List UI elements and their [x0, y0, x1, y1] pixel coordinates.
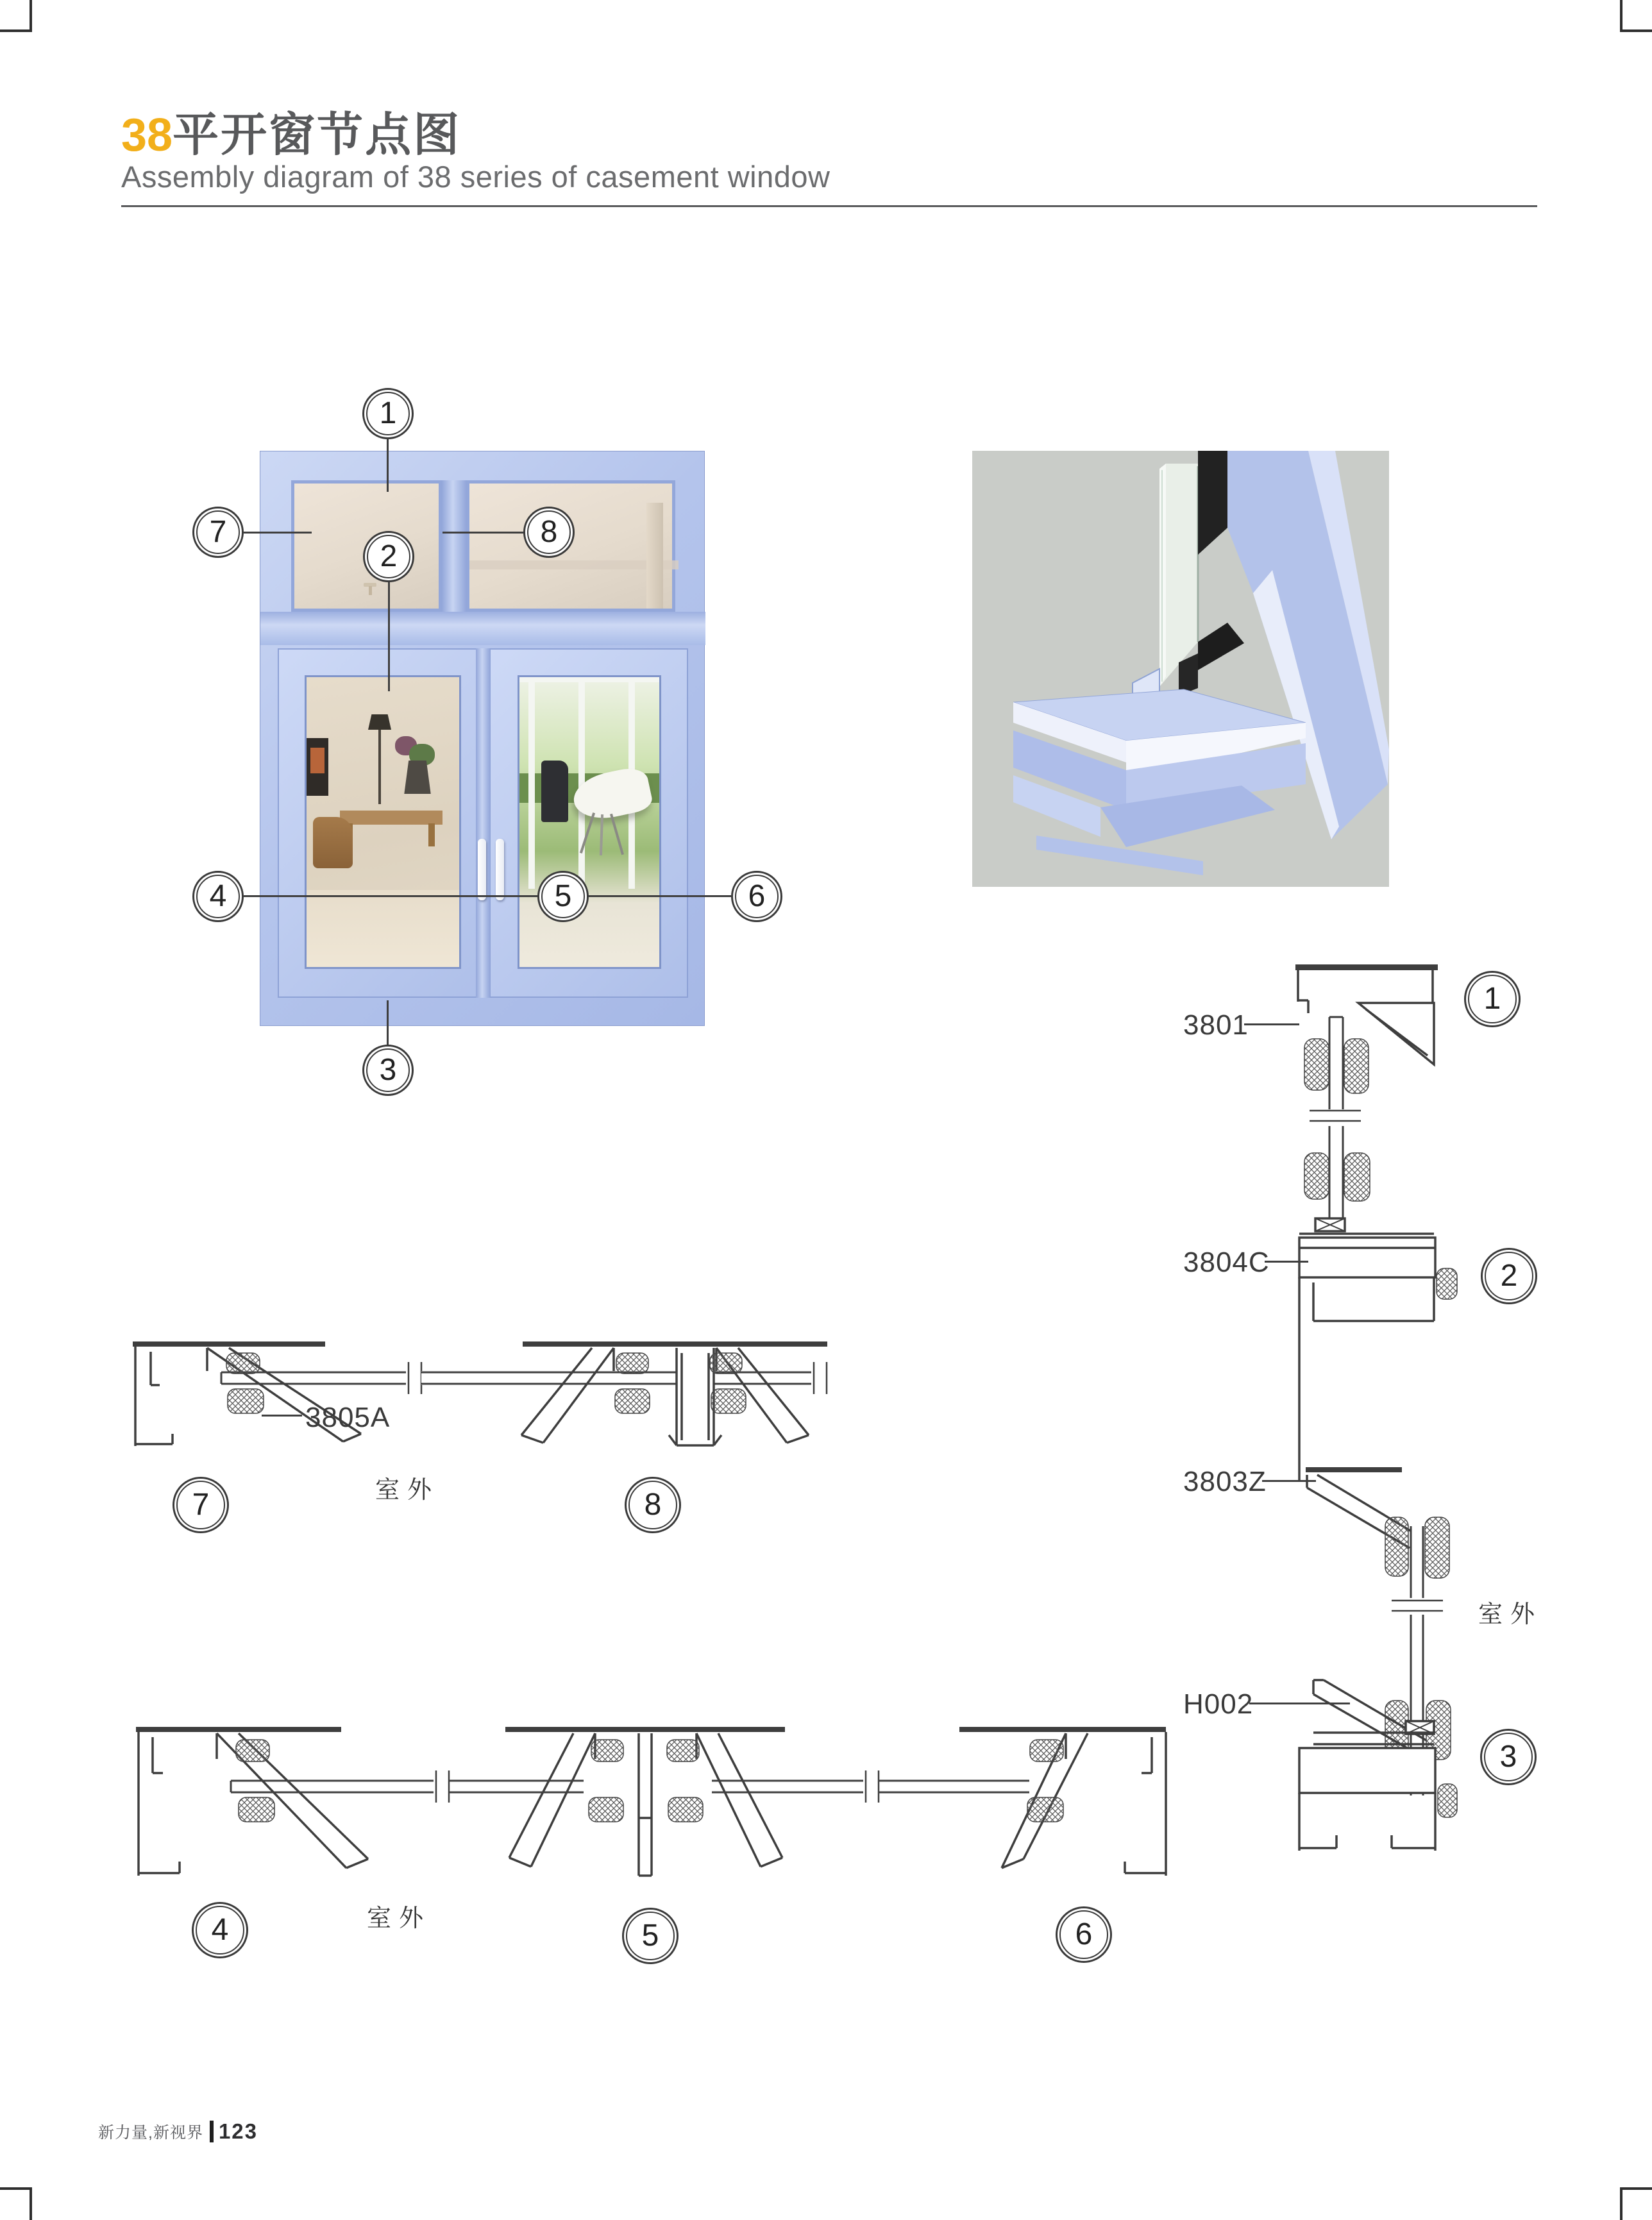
- label-outdoor-right: 室外: [1478, 1601, 1543, 1628]
- photo-left-glass-interior: [305, 675, 461, 969]
- title-series-number: 38: [121, 110, 173, 161]
- photo-left-handle: [478, 839, 486, 900]
- vertical-section-drawing: [1294, 962, 1467, 1853]
- leader-3804c: [1265, 1261, 1308, 1263]
- label-outdoor-mid: 室外: [375, 1477, 440, 1504]
- label-3803z: 3803Z: [1183, 1466, 1267, 1497]
- callout-section-right-3: 3: [1480, 1729, 1537, 1785]
- profile-3d-render: [972, 451, 1389, 887]
- crop-mark-top-left-h: [0, 29, 32, 32]
- leader-3: [387, 1000, 389, 1045]
- photo-right-handle: [496, 839, 504, 900]
- photo-center-mullion: [476, 648, 490, 998]
- callout-photo-4: 4: [192, 871, 244, 922]
- photo-right-glass-garden: [518, 675, 661, 969]
- casement-window-photo: [260, 451, 705, 1026]
- horizontal-section-7-8-drawing: [131, 1308, 830, 1456]
- leader-2: [388, 582, 390, 691]
- leader-3803z: [1262, 1480, 1316, 1482]
- callout-section-right-2: 2: [1481, 1248, 1537, 1304]
- page-footer: [98, 2119, 258, 2144]
- callout-section-right-1: 1: [1464, 971, 1521, 1027]
- label-outdoor-bottom: 室外: [367, 1905, 432, 1932]
- horizontal-section-4-5-6-drawing: [135, 1722, 1170, 1892]
- callout-section-bottom-4: 4: [192, 1902, 248, 1958]
- crop-mark-bottom-left-h: [0, 2187, 32, 2190]
- label-3805a: 3805A: [305, 1402, 391, 1433]
- page-title: [121, 97, 461, 164]
- label-3804c: 3804C: [1183, 1247, 1270, 1278]
- crop-mark-bottom-right-v: [1620, 2187, 1622, 2220]
- crop-mark-bottom-left-v: [30, 2187, 32, 2220]
- callout-photo-3: 3: [362, 1045, 414, 1096]
- callout-photo-8: 8: [523, 507, 575, 558]
- leader-7: [244, 532, 312, 534]
- leader-3805a: [262, 1415, 302, 1417]
- page-subtitle: Assembly diagram of 38 series of casement window: [121, 160, 830, 194]
- footer-brand: 新力量,新视界: [98, 2124, 203, 2142]
- label-h002: H002: [1183, 1688, 1254, 1720]
- photo-top-right-pane: [466, 480, 675, 612]
- callout-section-mid-7: 7: [173, 1477, 229, 1533]
- callout-section-mid-8: 8: [625, 1477, 681, 1533]
- leader-3801: [1244, 1023, 1299, 1025]
- callout-photo-5: 5: [537, 871, 589, 922]
- callout-section-bottom-5: 5: [622, 1908, 678, 1964]
- callout-section-bottom-6: 6: [1056, 1906, 1112, 1963]
- profile-3d-render-graphic: [972, 451, 1389, 887]
- callout-photo-2: 2: [363, 531, 414, 582]
- footer-divider: [210, 2121, 214, 2142]
- leader-1: [387, 439, 389, 492]
- footer-page-number: 123: [218, 2119, 258, 2143]
- leader-4-5-6: [244, 895, 731, 897]
- callout-photo-7: 7: [192, 507, 244, 558]
- photo-top-mullion: [442, 480, 466, 612]
- leader-h002: [1249, 1703, 1350, 1704]
- callout-photo-1: 1: [362, 388, 414, 439]
- crop-mark-bottom-right-h: [1620, 2187, 1652, 2190]
- crop-mark-top-left-v: [30, 0, 32, 32]
- callout-photo-6: 6: [731, 871, 782, 922]
- leader-8: [442, 532, 524, 534]
- label-3801: 3801: [1183, 1009, 1249, 1041]
- crop-mark-top-right-v: [1620, 0, 1622, 32]
- title-divider: [121, 205, 1537, 207]
- photo-transom-bar: [260, 612, 705, 645]
- crop-mark-top-right-h: [1620, 29, 1652, 32]
- title-chinese: 平开窗节点图: [173, 110, 462, 161]
